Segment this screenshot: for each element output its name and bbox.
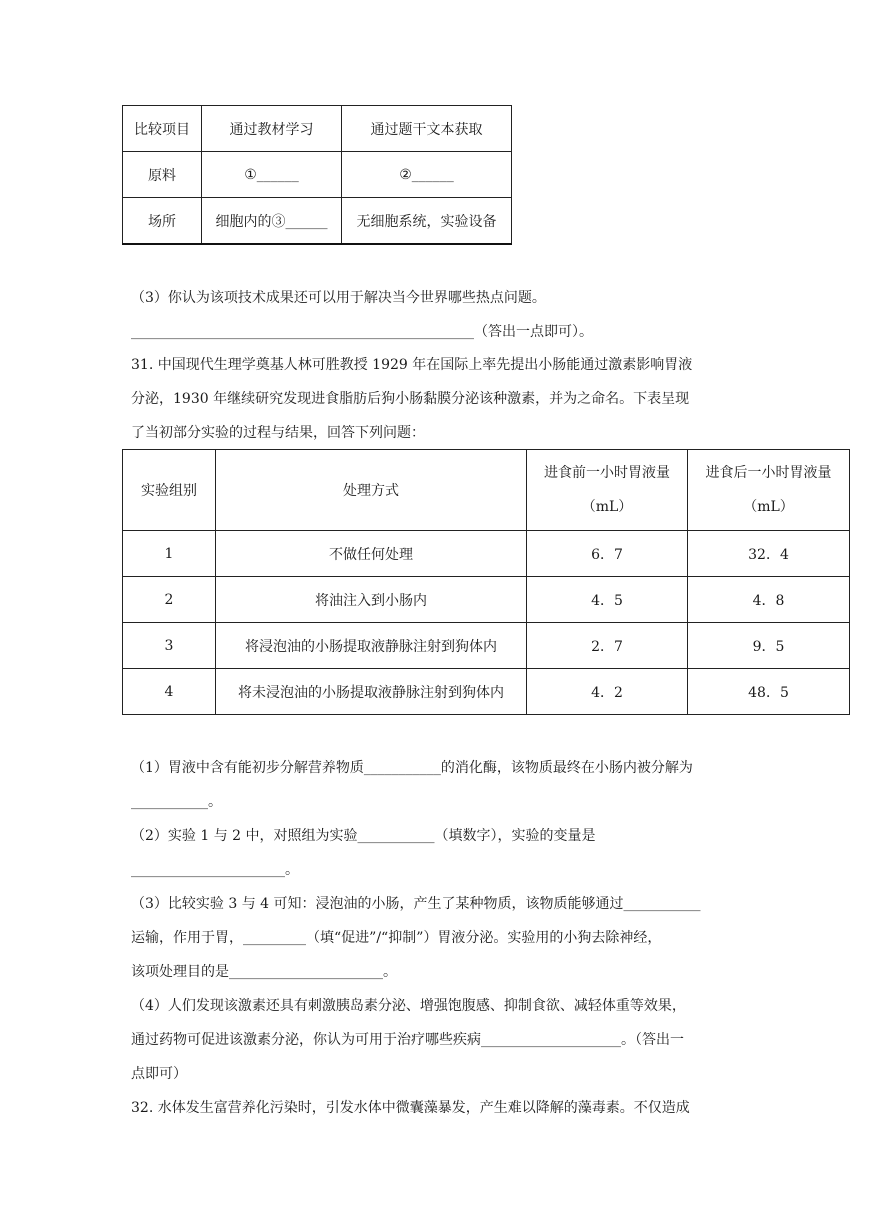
table-row: [123, 577, 850, 623]
sub-question-4: （4）人们发现该激素还具有刺激胰岛素分泌、增强饱腹感、抑制食欲、减轻体重等效果，: [131, 998, 686, 1014]
table-cell: 48．5: [688, 669, 850, 715]
table-cell: 1: [123, 531, 216, 577]
table-cell: 2．7: [527, 623, 688, 669]
table-cell: 4．8: [688, 577, 850, 623]
header-line: 进食后一小时胃液量: [705, 465, 832, 481]
table-cell: 无细胞系统，实验设备: [342, 198, 512, 245]
table-cell: ②______: [342, 152, 512, 198]
table-row: [123, 531, 850, 577]
table-cell: 9．5: [688, 623, 850, 669]
header-unit: （mL）: [581, 499, 633, 515]
table-cell: 细胞内的③______: [202, 198, 342, 245]
table-header-cell: [688, 450, 850, 531]
table-header-cell: 处理方式: [216, 450, 527, 531]
table-cell: 6．7: [527, 531, 688, 577]
table-header-row: [123, 106, 512, 152]
table-cell: 场所: [123, 198, 202, 245]
experiment-table: [122, 449, 850, 715]
header-unit: （mL）: [743, 499, 794, 515]
sub-question-3: 运输，作用于胃，_________（填“促进”/“抑制”）胃液分泌。实验用的小狗去除神经，: [131, 930, 662, 946]
sub-question-2: （2）实验 1 与 2 中，对照组为实验___________（填数字），实验的变量是: [131, 828, 596, 844]
question-31-text: 分泌，1930 年继续研究发现进食脂肪后狗小肠黏膜分泌该种激素，并为之命名。下表呈现: [131, 391, 690, 407]
sub-question-2-blank: ______________________。: [131, 862, 299, 878]
table-header-cell: 通过教材学习: [202, 106, 342, 152]
question-3-prompt: （3）你认为该项技术成果还可以用于解决当今世界哪些热点问题。: [131, 290, 546, 306]
table-cell: 将油注入到小肠内: [216, 577, 527, 623]
comparison-table: [122, 105, 512, 245]
table-cell: ①______: [202, 152, 342, 198]
question-32-text: 32. 水体发生富营养化污染时，引发水体中微囊藻暴发，产生难以降解的藻毒素。不仅造成: [131, 1100, 690, 1116]
sub-question-3: （3）比较实验 3 与 4 可知：浸泡油的小肠，产生了某种物质，该物质能够通过___________: [131, 896, 701, 912]
header-line: 进食前一小时胃液量: [544, 465, 670, 481]
sub-question-4: 通过药物可促进该激素分泌，你认为可用于治疗哪些疾病____________________。（答出一: [131, 1032, 684, 1048]
sub-question-1-blank: ___________。: [131, 794, 222, 810]
table-row: [123, 152, 512, 198]
table-header-cell: 通过题干文本获取: [342, 106, 512, 152]
question-31-text: 31. 中国现代生理学奠基人林可胜教授 1929 年在国际上率先提出小肠能通过激素影响胃液: [131, 357, 693, 373]
table-cell: 将未浸泡油的小肠提取液静脉注射到狗体内: [216, 669, 527, 715]
table-cell: 4．5: [527, 577, 688, 623]
table-header-cell: 实验组别: [123, 450, 216, 531]
table-header-cell: 比较项目: [123, 106, 202, 152]
table-row: [123, 623, 850, 669]
table-cell: 3: [123, 623, 216, 669]
table-cell: 32．4: [688, 531, 850, 577]
sub-question-1: （1）胃液中含有能初步分解营养物质___________的消化酶，该物质最终在小肠内被分解为: [131, 760, 693, 776]
table-cell: 原料: [123, 152, 202, 198]
sub-question-4: 点即可）: [131, 1066, 187, 1082]
question-3-answer-line: _________________________________________________（答出一点即可）。: [131, 324, 593, 340]
table-row: [123, 198, 512, 245]
table-cell: 4: [123, 669, 216, 715]
table-header-cell: [527, 450, 688, 531]
table-cell: 2: [123, 577, 216, 623]
table-cell: 不做任何处理: [216, 531, 527, 577]
question-31-text: 了当初部分实验的过程与结果，回答下列问题：: [131, 425, 425, 441]
sub-question-3: 该项处理目的是______________________。: [131, 964, 397, 980]
table-header-row: [123, 450, 850, 531]
table-row: [123, 669, 850, 715]
table-cell: 4．2: [527, 669, 688, 715]
table-cell: 将浸泡油的小肠提取液静脉注射到狗体内: [216, 623, 527, 669]
